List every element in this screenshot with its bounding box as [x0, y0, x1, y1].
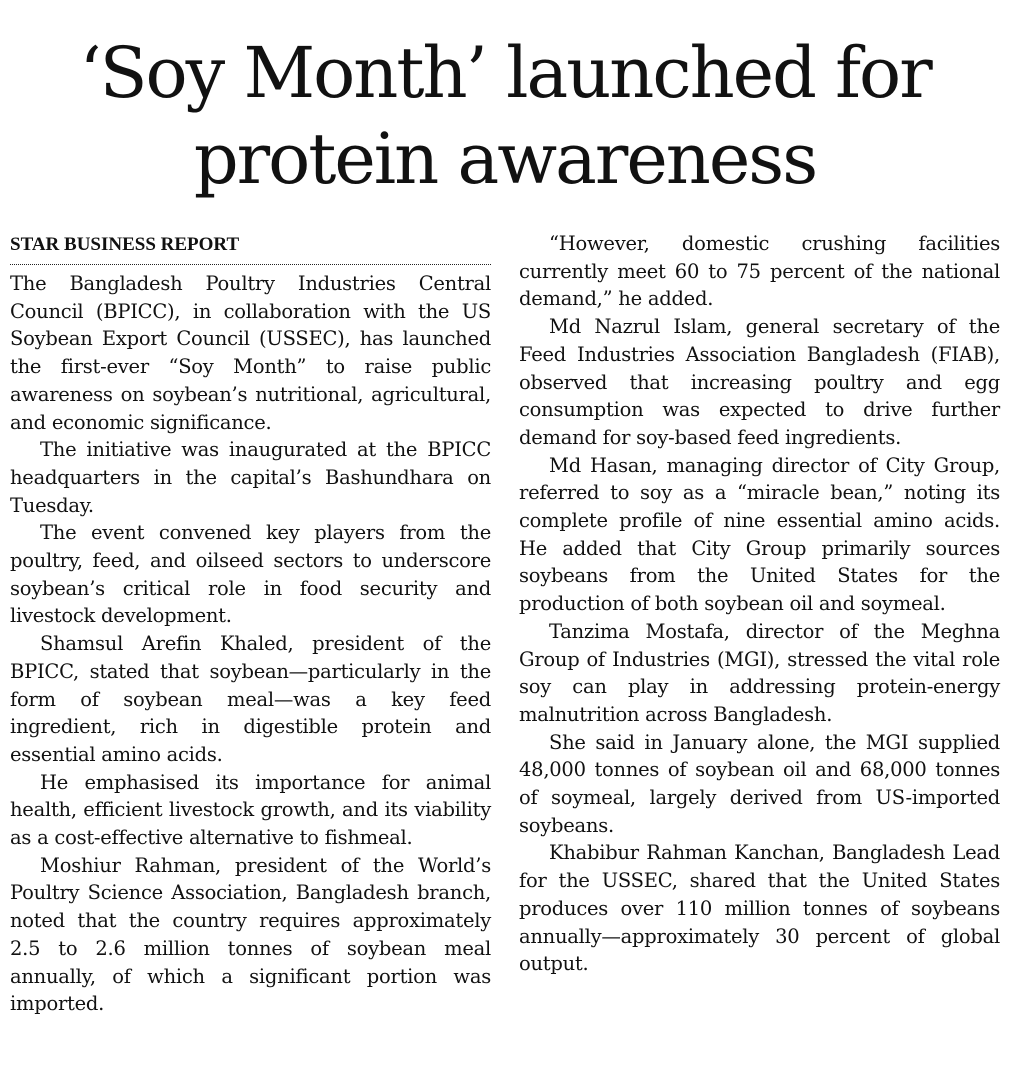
article-paragraph: Moshiur Rahman, president of the World’s Poultry Science Association, Bangladesh branch, noted that the country requires approximately 2.5 to 2.6 million tonnes of soybean meal annually, of which a significant portion was imported.: [10, 853, 491, 1016]
article-paragraph: The event convened key players from the poultry, feed, and oilseed sectors to underscore soybean’s critical role in food security and livestock development.: [10, 521, 491, 628]
article-column-right: [519, 230, 1000, 978]
article-headline: ‘Soy Month’ launched for protein awareness: [79, 32, 931, 200]
article-column-left: [10, 230, 491, 1018]
article-paragraph: She said in January alone, the MGI supplied 48,000 tonnes of soybean oil and 68,000 tonnes of soymeal, largely derived from US-imported soybeans.: [519, 730, 1000, 837]
byline: STAR BUSINESS REPORT: [10, 230, 491, 265]
article-paragraph: Shamsul Arefin Khaled, president of the BPICC, stated that soybean—particularly in the form of soybean meal—was a key feed ingredient, rich in digestible protein and essential amino acids.: [10, 632, 491, 766]
article-paragraph: Md Hasan, managing director of City Group, referred to soy as a “miracle bean,” noting its complete profile of nine essential amino acids. He added that City Group primarily sources soybeans from the United States for the production of both soybean oil and soymeal.: [519, 453, 1000, 616]
article-paragraph: The Bangladesh Poultry Industries Central Council (BPICC), in collaboration with the US Soybean Export Council (USSEC), has launched the first-ever “Soy Month” to raise public awareness on soybean’s nutritional, agricultural, and economic significance.: [10, 272, 491, 434]
article-paragraph: Khabibur Rahman Kanchan, Bangladesh Lead for the USSEC, shared that the United States produces over 110 million tonnes of soybeans annually—approximately 30 percent of global output.: [519, 841, 1000, 976]
article-paragraph: Tanzima Mostafa, director of the Meghna Group of Industries (MGI), stressed the vital role soy can play in addressing protein-energy malnutrition across Bangladesh.: [519, 619, 1000, 726]
article-paragraph: The initiative was inaugurated at the BPICC headquarters in the capital’s Bashundhara on Tuesday.: [10, 438, 491, 517]
article-paragraph: Md Nazrul Islam, general secretary of the Feed Industries Association Bangladesh (FIAB), observed that increasing poultry and egg consumption was expected to drive further demand for soy-based feed ingredients.: [519, 315, 1000, 449]
article-paragraph: “However, domestic crushing facilities currently meet 60 to 75 percent of the national demand,” he added.: [519, 232, 1000, 311]
article-paragraph: He emphasised its importance for animal health, efficient livestock growth, and its viability as a cost-effective alternative to fishmeal.: [10, 770, 491, 850]
